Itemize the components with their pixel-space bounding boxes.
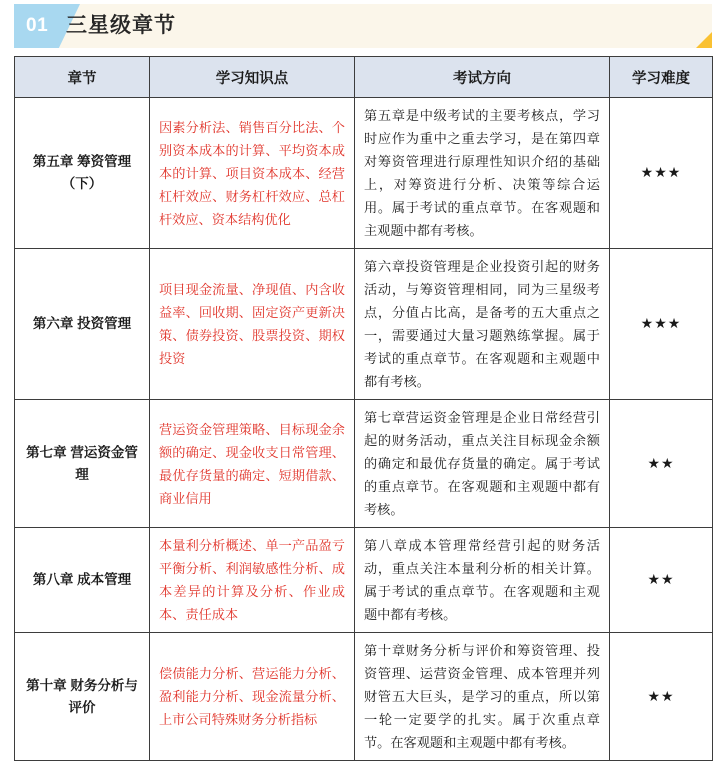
table-header-row — [15, 57, 713, 98]
cell-direction: 第七章营运资金管理是企业日常经营引起的财务活动，重点关注目标现金余额的确定和最优存货量的确定。属于考试的重点章节。在客观题和主观题中都有考核。 — [355, 400, 610, 528]
table-body — [15, 98, 713, 761]
column-header-difficulty: 学习难度 — [610, 57, 713, 98]
cell-difficulty: ★★ — [610, 633, 713, 761]
cell-difficulty: ★★★ — [610, 98, 713, 249]
corner-triangle-icon — [696, 32, 712, 48]
section-number-label: 01 — [26, 15, 49, 36]
cell-points: 偿债能力分析、营运能力分析、盈利能力分析、现金流量分析、上市公司特殊财务分析指标 — [150, 633, 355, 761]
cell-points: 因素分析法、销售百分比法、个别资本成本的计算、平均资本成本的计算、项目资本成本、经营杠杆效应、财务杠杆效应、总杠杆效应、资本结构优化 — [150, 98, 355, 249]
page-title: 三星级章节 — [66, 14, 176, 37]
cell-direction: 第十章财务分析与评价和筹资管理、投资管理、运营资金管理、成本管理并列财管五大巨头，是学习的重点，所以第一轮一定要学的扎实。属于次重点章节。在客观题和主观题中都有考核。 — [355, 633, 610, 761]
cell-direction: 第六章投资管理是企业投资引起的财务活动，与筹资管理相同，同为三星级考点，分值占比高，是备考的五大重点之一，需要通过大量习题熟练掌握。属于考试的重点章节。在客观题和主观题中都有考核。 — [355, 249, 610, 400]
cell-points: 项目现金流量、净现值、内含收益率、回收期、固定资产更新决策、债券投资、股票投资、期权投资 — [150, 249, 355, 400]
cell-chapter: 第十章 财务分析与评价 — [15, 633, 150, 761]
cell-points: 营运资金管理策略、目标现金余额的确定、现金收支日常管理、最优存货量的确定、短期借款、商业信用 — [150, 400, 355, 528]
column-header-points: 学习知识点 — [150, 57, 355, 98]
cell-direction: 第五章是中级考试的主要考核点，学习时应作为重中之重去学习，是在第四章对筹资管理进行原理性知识介绍的基础上，对筹资进行分析、决策等综合运用。属于考试的重点章节。在客观题和主观题中都有考核。 — [355, 98, 610, 249]
table-row — [15, 400, 713, 528]
cell-chapter: 第七章 营运资金管理 — [15, 400, 150, 528]
table-row — [15, 528, 713, 633]
cell-chapter: 第六章 投资管理 — [15, 249, 150, 400]
chapters-table — [14, 56, 713, 761]
column-header-direction: 考试方向 — [355, 57, 610, 98]
table-row — [15, 249, 713, 400]
cell-direction: 第八章成本管理常经营引起的财务活动，重点关注本量利分析的相关计算。属于考试的重点章节。在客观题和主观题中都有考核。 — [355, 528, 610, 633]
cell-points: 本量利分析概述、单一产品盈亏平衡分析、利润敏感性分析、成本差异的计算及分析、作业成本、责任成本 — [150, 528, 355, 633]
chapters-table-wrapper — [14, 56, 712, 761]
column-header-chapter: 章节 — [15, 57, 150, 98]
cell-difficulty: ★★ — [610, 528, 713, 633]
cell-chapter: 第八章 成本管理 — [15, 528, 150, 633]
table-header — [15, 57, 713, 98]
cell-difficulty: ★★ — [610, 400, 713, 528]
cell-difficulty: ★★★ — [610, 249, 713, 400]
table-row — [15, 633, 713, 761]
table-row — [15, 98, 713, 249]
section-banner — [14, 4, 712, 48]
cell-chapter: 第五章 筹资管理（下） — [15, 98, 150, 249]
